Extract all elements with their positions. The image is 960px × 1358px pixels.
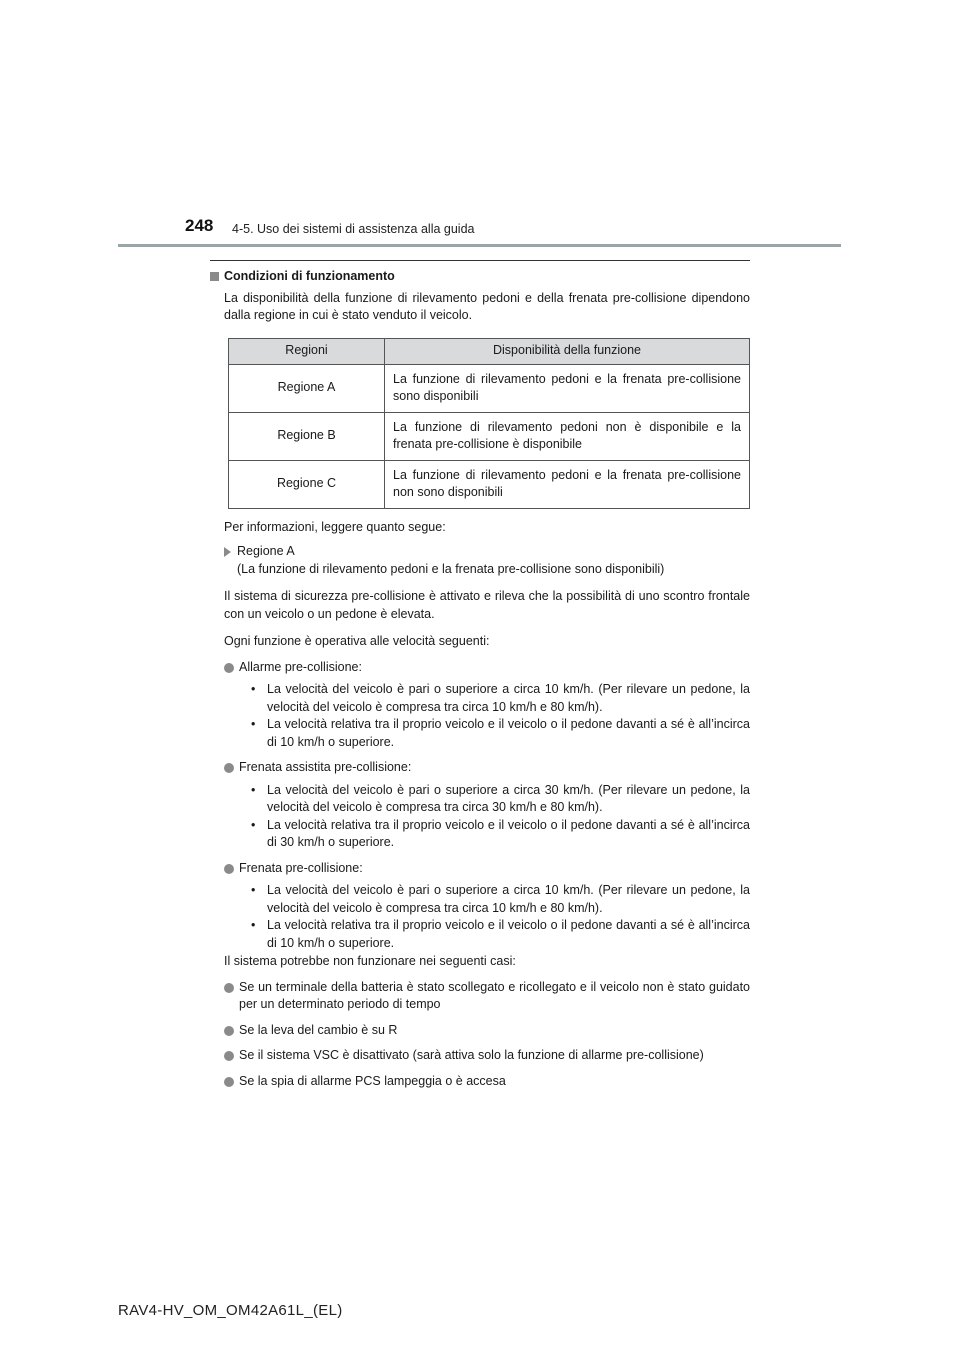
middle-dot-icon: • xyxy=(251,883,256,897)
case-item xyxy=(224,1022,750,1040)
footer-doc-code: RAV4-HV_OM_OM42A61L_(EL) xyxy=(118,1302,343,1319)
content-rule xyxy=(210,260,750,261)
function-title: Frenata pre-collisione: xyxy=(239,860,363,875)
page-number: 248 xyxy=(185,216,214,235)
list-item xyxy=(251,782,750,817)
case-item xyxy=(224,979,750,1014)
cases-paragraph: Il sistema potrebbe non funzionare nei seguenti casi: xyxy=(224,954,516,968)
function-points xyxy=(251,681,750,751)
intro-paragraph: La disponibilità della funzione di rilevamento pedoni e della frenata pre-collisione dipendono dalla regione in cui è stato venduto il veicolo. xyxy=(224,290,750,322)
table-cell-availability: La funzione di rilevamento pedoni e la frenata pre-collisione non sono disponibili xyxy=(385,460,750,508)
circle-bullet-icon xyxy=(224,1077,234,1087)
list-item xyxy=(251,716,750,751)
circle-bullet-icon xyxy=(224,1051,234,1061)
region-item xyxy=(224,543,750,578)
circle-bullet-icon xyxy=(224,663,234,673)
function-points xyxy=(251,782,750,852)
header-rule xyxy=(118,244,841,247)
list-item-text: La velocità del veicolo è pari o superiore a circa 10 km/h. (Per rilevare un pedone, la velocità del veicolo è compresa tra circa 10 km/h e 80 km/h). xyxy=(267,682,750,714)
table-cell-availability: La funzione di rilevamento pedoni e la frenata pre-collisione sono disponibili xyxy=(385,364,750,412)
list-item-text: La velocità relativa tra il proprio veicolo e il veicolo o il pedone davanti a sé è all’incirca di 30 km/h o superiore. xyxy=(267,817,750,849)
table-row xyxy=(229,412,750,460)
list-item-text: La velocità del veicolo è pari o superiore a circa 10 km/h. (Per rilevare un pedone, la velocità del veicolo è compresa tra circa 10 km/h e 80 km/h). xyxy=(267,883,750,915)
section-title: 4-5. Uso dei sistemi di assistenza alla guida xyxy=(232,222,475,236)
section-heading-text: Condizioni di funzionamento xyxy=(224,269,395,283)
case-item xyxy=(224,1073,750,1091)
section-heading xyxy=(210,268,750,286)
speeds-paragraph: Ogni funzione è operativa alle velocità seguenti: xyxy=(224,634,490,648)
function-item xyxy=(224,659,750,752)
function-title: Frenata assistita pre-collisione: xyxy=(239,760,412,774)
function-points xyxy=(251,882,750,952)
circle-bullet-icon xyxy=(224,864,234,874)
function-title: Allarme pre-collisione: xyxy=(239,659,362,674)
region-item-subtitle: (La funzione di rilevamento pedoni e la frenata pre-collisione sono disponibili) xyxy=(237,561,665,576)
arrow-bullet-icon xyxy=(224,547,231,557)
case-text: Se il sistema VSC è disattivato (sarà attiva solo la funzione di allarme pre-collisione) xyxy=(239,1048,704,1062)
middle-dot-icon: • xyxy=(251,682,256,696)
info-paragraph: Per informazioni, leggere quanto segue: xyxy=(224,519,446,534)
table-cell-region: Regione C xyxy=(229,460,385,508)
case-text: Se la leva del cambio è su R xyxy=(239,1022,398,1037)
page-content xyxy=(210,268,750,1090)
table-cell-region: Regione B xyxy=(229,412,385,460)
circle-bullet-icon xyxy=(224,983,234,993)
middle-dot-icon: • xyxy=(251,782,256,797)
list-item-text: La velocità relativa tra il proprio veicolo e il veicolo o il pedone davanti a sé è all’incirca di 10 km/h o superiore. xyxy=(267,717,750,749)
table-cell-availability: La funzione di rilevamento pedoni non è disponibile e la frenata pre-collisione è disponibile xyxy=(385,412,750,460)
middle-dot-icon: • xyxy=(251,918,256,932)
table-row xyxy=(229,460,750,508)
function-item xyxy=(224,860,750,953)
case-text: Se un terminale della batteria è stato scollegato e ricollegato e il veicolo non è stato guidato per un determinato periodo di tempo xyxy=(239,979,750,1011)
list-item-text: La velocità relativa tra il proprio veicolo e il veicolo o il pedone davanti a sé è all’incirca di 10 km/h o superiore. xyxy=(267,918,750,950)
table-header-row xyxy=(229,338,750,364)
middle-dot-icon: • xyxy=(251,817,256,832)
function-item xyxy=(224,759,750,852)
case-item xyxy=(224,1047,750,1065)
table-row xyxy=(229,364,750,412)
middle-dot-icon: • xyxy=(251,717,256,731)
square-bullet-icon xyxy=(210,272,219,281)
system-paragraph: Il sistema di sicurezza pre-collisione è attivato e rileva che la possibilità di uno scontro frontale con un veicolo o un pedone è elevata. xyxy=(224,589,750,621)
circle-bullet-icon xyxy=(224,1026,234,1036)
circle-bullet-icon xyxy=(224,763,234,773)
list-item xyxy=(251,817,750,852)
table-cell-region: Regione A xyxy=(229,364,385,412)
table-header-regions: Regioni xyxy=(229,338,385,364)
list-item xyxy=(251,882,750,917)
list-item xyxy=(251,917,750,952)
table-header-availability: Disponibilità della funzione xyxy=(385,338,750,364)
region-item-title: Regione A xyxy=(237,544,295,558)
list-item-text: La velocità del veicolo è pari o superiore a circa 30 km/h. (Per rilevare un pedone, la velocità del veicolo è compresa tra circa 30 km/h e 80 km/h). xyxy=(267,782,750,814)
case-text: Se la spia di allarme PCS lampeggia o è accesa xyxy=(239,1073,506,1088)
regions-table xyxy=(228,338,750,509)
list-item xyxy=(251,681,750,716)
